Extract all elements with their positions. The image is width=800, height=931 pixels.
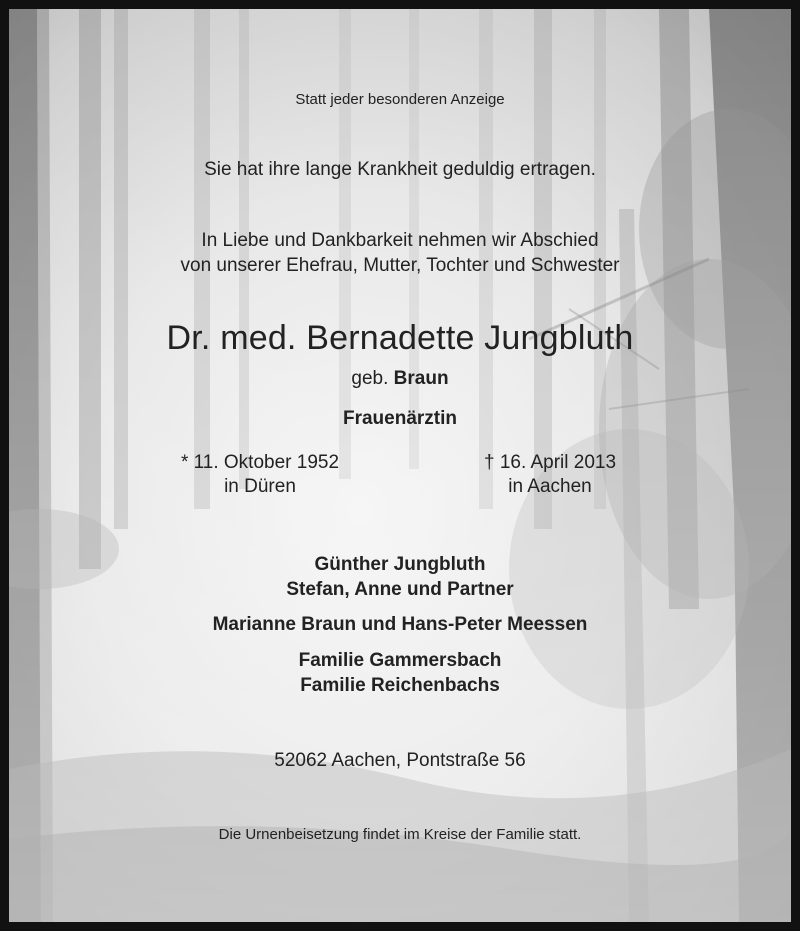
farewell-line-2: von unserer Ehefrau, Mutter, Tochter und Schwester <box>180 255 620 276</box>
birth-name-prefix: geb. <box>351 368 389 389</box>
birth-name: Braun <box>393 368 449 389</box>
deceased-name: Dr. med. Bernadette Jungbluth <box>166 319 634 357</box>
death-info <box>450 451 650 499</box>
mourner-line-3: Marianne Braun und Hans-Peter Meessen <box>212 614 588 635</box>
profession: Frauenärztin <box>342 408 458 429</box>
birth-date: * 11. Oktober 1952 <box>180 452 340 473</box>
mourner-line-1: Günther Jungbluth <box>314 554 486 575</box>
notice-text <box>9 9 791 922</box>
closing-note: Die Urnenbeisetzung findet im Kreise der Familie statt. <box>218 826 582 843</box>
death-place: in Aachen <box>508 476 592 497</box>
birth-place: in Düren <box>224 476 296 497</box>
quote-line: Sie hat ihre lange Krankheit geduldig ertragen. <box>204 159 596 180</box>
intro-line: Statt jeder besonderen Anzeige <box>295 91 505 108</box>
mourner-line-5: Familie Reichenbachs <box>300 675 500 696</box>
farewell-line-1: In Liebe und Dankbarkeit nehmen wir Abschied <box>201 230 599 251</box>
mourner-line-4: Familie Gammersbach <box>298 650 502 671</box>
birth-info <box>150 451 370 499</box>
address: 52062 Aachen, Pontstraße 56 <box>274 750 526 771</box>
mourner-line-2: Stefan, Anne und Partner <box>286 579 514 600</box>
birth-name-line <box>9 368 791 390</box>
death-date: † 16. April 2013 <box>483 452 617 473</box>
